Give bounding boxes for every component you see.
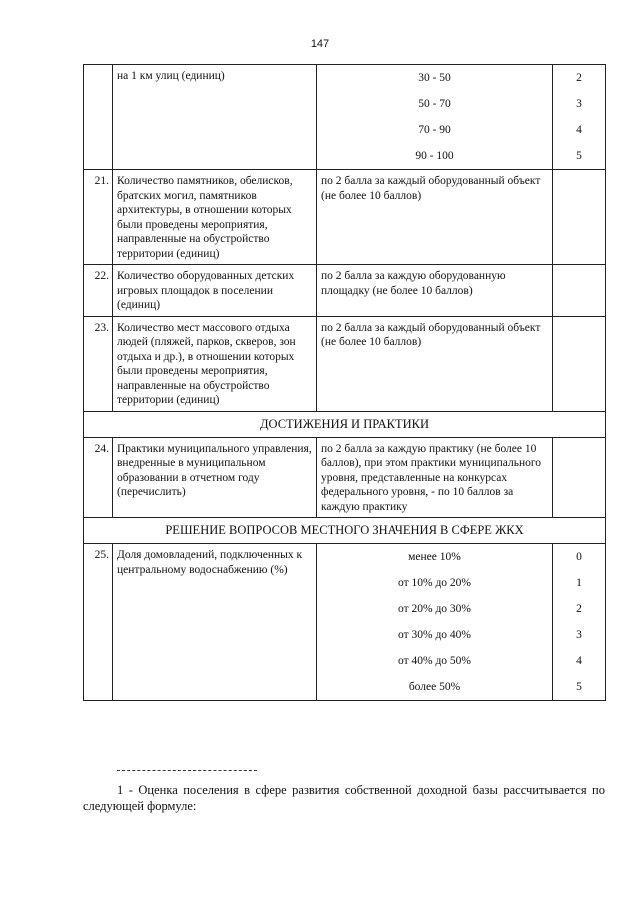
table-row (84, 265, 606, 317)
row-score (553, 437, 606, 518)
range-value: более 50% (408, 681, 461, 693)
row-number: 23. (84, 316, 113, 411)
range-column (317, 544, 553, 701)
row-description: Количество памятников, обелисков, братских могил, памятников архитектуры, в отношении которых были проведены мероприятия, направленные на обустройство территории (единиц) (113, 170, 317, 265)
row-score (553, 170, 606, 265)
table-row (84, 170, 606, 265)
table-row (84, 437, 606, 518)
row-number: 24. (84, 437, 113, 518)
table-row (84, 316, 606, 411)
score-value: 4 (576, 124, 582, 136)
range-value: от 10% до 20% (397, 577, 471, 589)
section-row (84, 518, 606, 544)
section-heading: ДОСТИЖЕНИЯ И ПРАКТИКИ (84, 411, 606, 437)
score-value: 3 (576, 98, 582, 110)
range-value: 70 - 90 (418, 124, 451, 136)
score-value: 2 (576, 603, 582, 615)
row-number: 25. (84, 544, 113, 701)
range-value: от 20% до 30% (397, 603, 471, 615)
range-column (317, 65, 553, 170)
row-criterion: по 2 балла за каждый оборудованный объект (не более 10 баллов) (317, 170, 553, 265)
section-row (84, 411, 606, 437)
range-value: менее 10% (408, 551, 461, 563)
row-description: Количество мест массового отдыха людей (пляжей, парков, скверов, зон отдыха и др.), в отношении которых были проведены мероприятия, направленные на обустройство территории (единиц) (113, 316, 317, 411)
range-value: от 40% до 50% (397, 655, 471, 667)
row-description: на 1 км улиц (единиц) (113, 65, 317, 170)
row-criterion: по 2 балла за каждый оборудованный объект (не более 10 баллов) (317, 316, 553, 411)
score-value: 0 (576, 551, 582, 563)
criteria-table (83, 64, 606, 701)
row-criterion: по 2 балла за каждую оборудованную площадку (не более 10 баллов) (317, 265, 553, 317)
row-criterion: по 2 балла за каждую практику (не более 10 баллов), при этом практики муниципального уровня, представленные на конкурсах федерального уровня, - по 10 баллов за каждую практику (317, 437, 553, 518)
score-column (553, 65, 606, 170)
range-value: 30 - 50 (418, 72, 451, 84)
range-value: 50 - 70 (418, 98, 451, 110)
score-value: 1 (576, 577, 582, 589)
score-value: 5 (576, 681, 582, 693)
score-value: 2 (576, 72, 582, 84)
score-value: 4 (576, 655, 582, 667)
section-heading: РЕШЕНИЕ ВОПРОСОВ МЕСТНОГО ЗНАЧЕНИЯ В СФЕРЕ ЖКХ (84, 518, 606, 544)
row-description: Доля домовладений, подключенных к центральному водоснабжению (%) (113, 544, 317, 701)
page-number: 147 (310, 38, 330, 50)
range-value: от 30% до 40% (397, 629, 471, 641)
row-number (84, 65, 113, 170)
row-score (553, 265, 606, 317)
row-score (553, 316, 606, 411)
table-row (84, 544, 606, 701)
score-column (553, 544, 606, 701)
footnote-text: 1 - Оценка поселения в сфере развития собственной доходной базы рассчитывается по следующей формуле: (83, 783, 605, 813)
footnote-separator (117, 770, 257, 771)
row-description: Практики муниципального управления, внедренные в муниципальном образовании в отчетном году (перечислить) (113, 437, 317, 518)
row-number: 21. (84, 170, 113, 265)
score-value: 5 (576, 150, 582, 162)
row-description: Количество оборудованных детских игровых площадок в поселении (единиц) (113, 265, 317, 317)
range-value: 90 - 100 (415, 150, 454, 162)
row-number: 22. (84, 265, 113, 317)
score-value: 3 (576, 629, 582, 641)
table-row (84, 65, 606, 170)
